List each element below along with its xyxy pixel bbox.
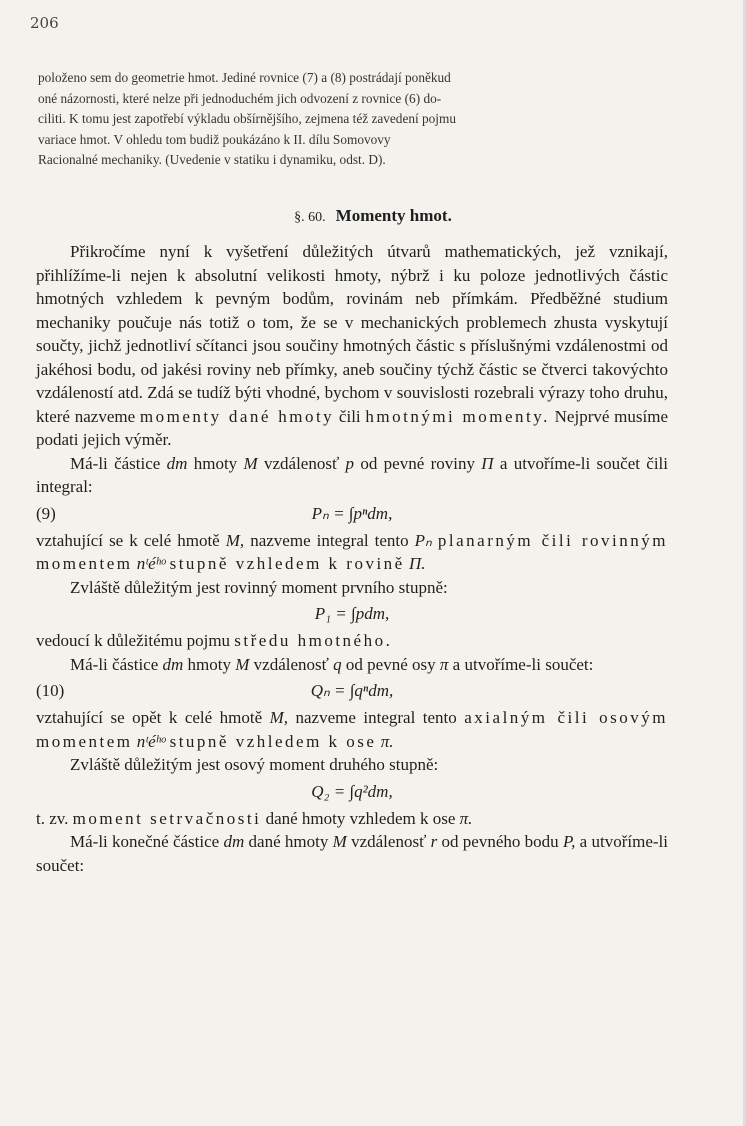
symbol: dm <box>166 453 188 473</box>
symbol: π <box>439 654 449 674</box>
intro-line: ciliti. K tomu jest zapotřebí výkladu obšírnějšího, zejmena též zavedení pojmu <box>38 111 456 126</box>
paragraph-5 <box>36 629 668 653</box>
spaced-term: momenty dané hmoty <box>139 406 335 426</box>
paragraph-10 <box>36 830 668 877</box>
paragraph-6 <box>36 653 668 677</box>
symbol: M <box>235 654 250 674</box>
spaced-term: axialným čili osovým momentem <box>36 708 668 751</box>
spaced-term: středu hmotného. <box>234 631 393 650</box>
text: hmoty <box>183 654 236 674</box>
text: vzdálenosť <box>249 654 334 674</box>
intro-paragraph <box>38 68 668 171</box>
paragraph-3 <box>36 529 668 576</box>
equation-formula: Pₙ = ∫pⁿdm, <box>311 503 393 523</box>
symbol: nᵗéʰᵒ <box>136 731 166 751</box>
symbol: p <box>345 453 355 473</box>
spaced-term: planarným čili rovinným momentem <box>36 530 668 573</box>
text: Nejprvé musíme podati jejich výměr. <box>36 406 668 449</box>
text: Má-li částice <box>70 654 163 674</box>
symbol: M <box>243 453 258 473</box>
section-number: §. 60. <box>294 210 326 225</box>
equation-formula: Q₂ = ∫q²dm, <box>311 781 393 801</box>
symbol: dm <box>223 832 245 851</box>
text: vztahující se opět k celé hmotě <box>36 708 270 727</box>
text: vzdálenosť <box>346 832 431 851</box>
text: vztahující se k celé hmotě <box>36 530 226 550</box>
text: od pevného bodu <box>437 832 563 851</box>
equation-10 <box>36 676 668 706</box>
symbol: π. <box>459 808 473 828</box>
paragraph-1 <box>36 240 668 452</box>
main-text <box>36 240 668 877</box>
text: a utvoříme-li součet: <box>448 654 594 674</box>
page-number: 206 <box>30 14 59 32</box>
intro-line: položeno sem do geometrie hmot. Jediné rovnice (7) a (8) postrádají poněkud <box>38 70 451 85</box>
equation-q2 <box>36 777 668 807</box>
equation-formula: Qₙ = ∫qⁿdm, <box>310 681 394 700</box>
text: čili <box>334 406 366 426</box>
paragraph-2 <box>36 452 668 499</box>
equation-9 <box>36 499 668 529</box>
spaced-term: moment setrvačnosti <box>72 808 262 828</box>
text: nazveme integral tento <box>288 708 465 727</box>
symbol: Π <box>481 453 494 473</box>
spaced-term: stupně vzhledem k rovině <box>169 554 405 573</box>
text: vedoucí k důležitému pojmu <box>36 631 235 650</box>
symbol: nᵗéʰᵒ <box>136 554 166 573</box>
intro-line: oné názornosti, které nelze při jednoduchém jich odvození z rovnice (6) do- <box>38 90 442 106</box>
paragraph-4: Zvláště důležitým jest rovinný moment prvního stupně: <box>70 577 448 597</box>
text: Má-li částice <box>70 453 167 473</box>
text: vzdálenosť <box>257 453 346 473</box>
text: Má-li konečné částice <box>70 832 224 851</box>
equation-label: (10) <box>36 681 65 700</box>
symbol: M, <box>269 708 289 727</box>
text: hmoty <box>187 453 244 473</box>
text: od pevné osy <box>341 654 440 674</box>
equation-formula: P₁ = ∫pdm, <box>314 604 390 623</box>
symbol: M <box>332 832 347 851</box>
section-heading <box>0 206 746 226</box>
symbol: q <box>333 654 342 674</box>
symbol: P, <box>562 832 576 851</box>
intro-line: Racionalné mechaniky. (Uvedenie v statiku i dynamiku, odst. D). <box>38 152 386 167</box>
equation-label: (9) <box>36 503 56 523</box>
paragraph-7 <box>36 706 668 753</box>
equation-p1 <box>36 599 668 629</box>
intro-line: variace hmot. V ohledu tom budiž poukázáno k II. dílu Somovovy <box>38 131 391 147</box>
symbol: Pₙ <box>414 530 432 550</box>
symbol: Π. <box>408 554 426 573</box>
text: nazveme integral tento <box>244 530 415 550</box>
text: a utvoříme-li součet čili integral: <box>36 453 668 496</box>
symbol: π. <box>380 731 394 751</box>
text: a utvoříme-li součet: <box>36 832 668 875</box>
text: dané hmoty vzhledem k ose <box>261 808 460 828</box>
text: dané hmoty <box>244 832 333 851</box>
symbol: dm <box>162 654 184 674</box>
section-title: Momenty hmot. <box>335 206 452 225</box>
paragraph-9 <box>36 807 668 831</box>
paragraph-8: Zvláště důležitým jest osový moment druhého stupně: <box>70 755 439 774</box>
symbol: M, <box>225 530 245 550</box>
text: od pevné roviny <box>354 453 482 473</box>
text: t. zv. <box>36 808 73 828</box>
spaced-term: hmotnými momenty. <box>365 406 550 426</box>
spaced-term: stupně vzhledem k ose <box>169 731 377 751</box>
text: Přikročíme nyní k vyšetření důležitých útvarů mathematických, jež vznikají, přihlížíme-li nejen k absolutní velikosti hmoty, nýbrž i ku poloze jednotlivých částic hmotných vzhledem k pevným bodům, rovinám neb přímkám. Předběžné studium mechaniky poučuje nás totiž o tom, že se v mechanických problemech zhusta vyskytují součty, jichž jednotliví sčítanci jsou součiny hmotných částic s příslušnými vzdálenostmi od jakéhosi bodu, od jakési roviny neb přímky, aneb součiny týchž částic se čtverci takovýchto vzdáleností atd. Zdá se tudíž býti vhodné, bychom v souvislosti rozebrali výrazy toho druhu, které nazveme <box>36 242 668 426</box>
symbol: r <box>430 832 438 851</box>
